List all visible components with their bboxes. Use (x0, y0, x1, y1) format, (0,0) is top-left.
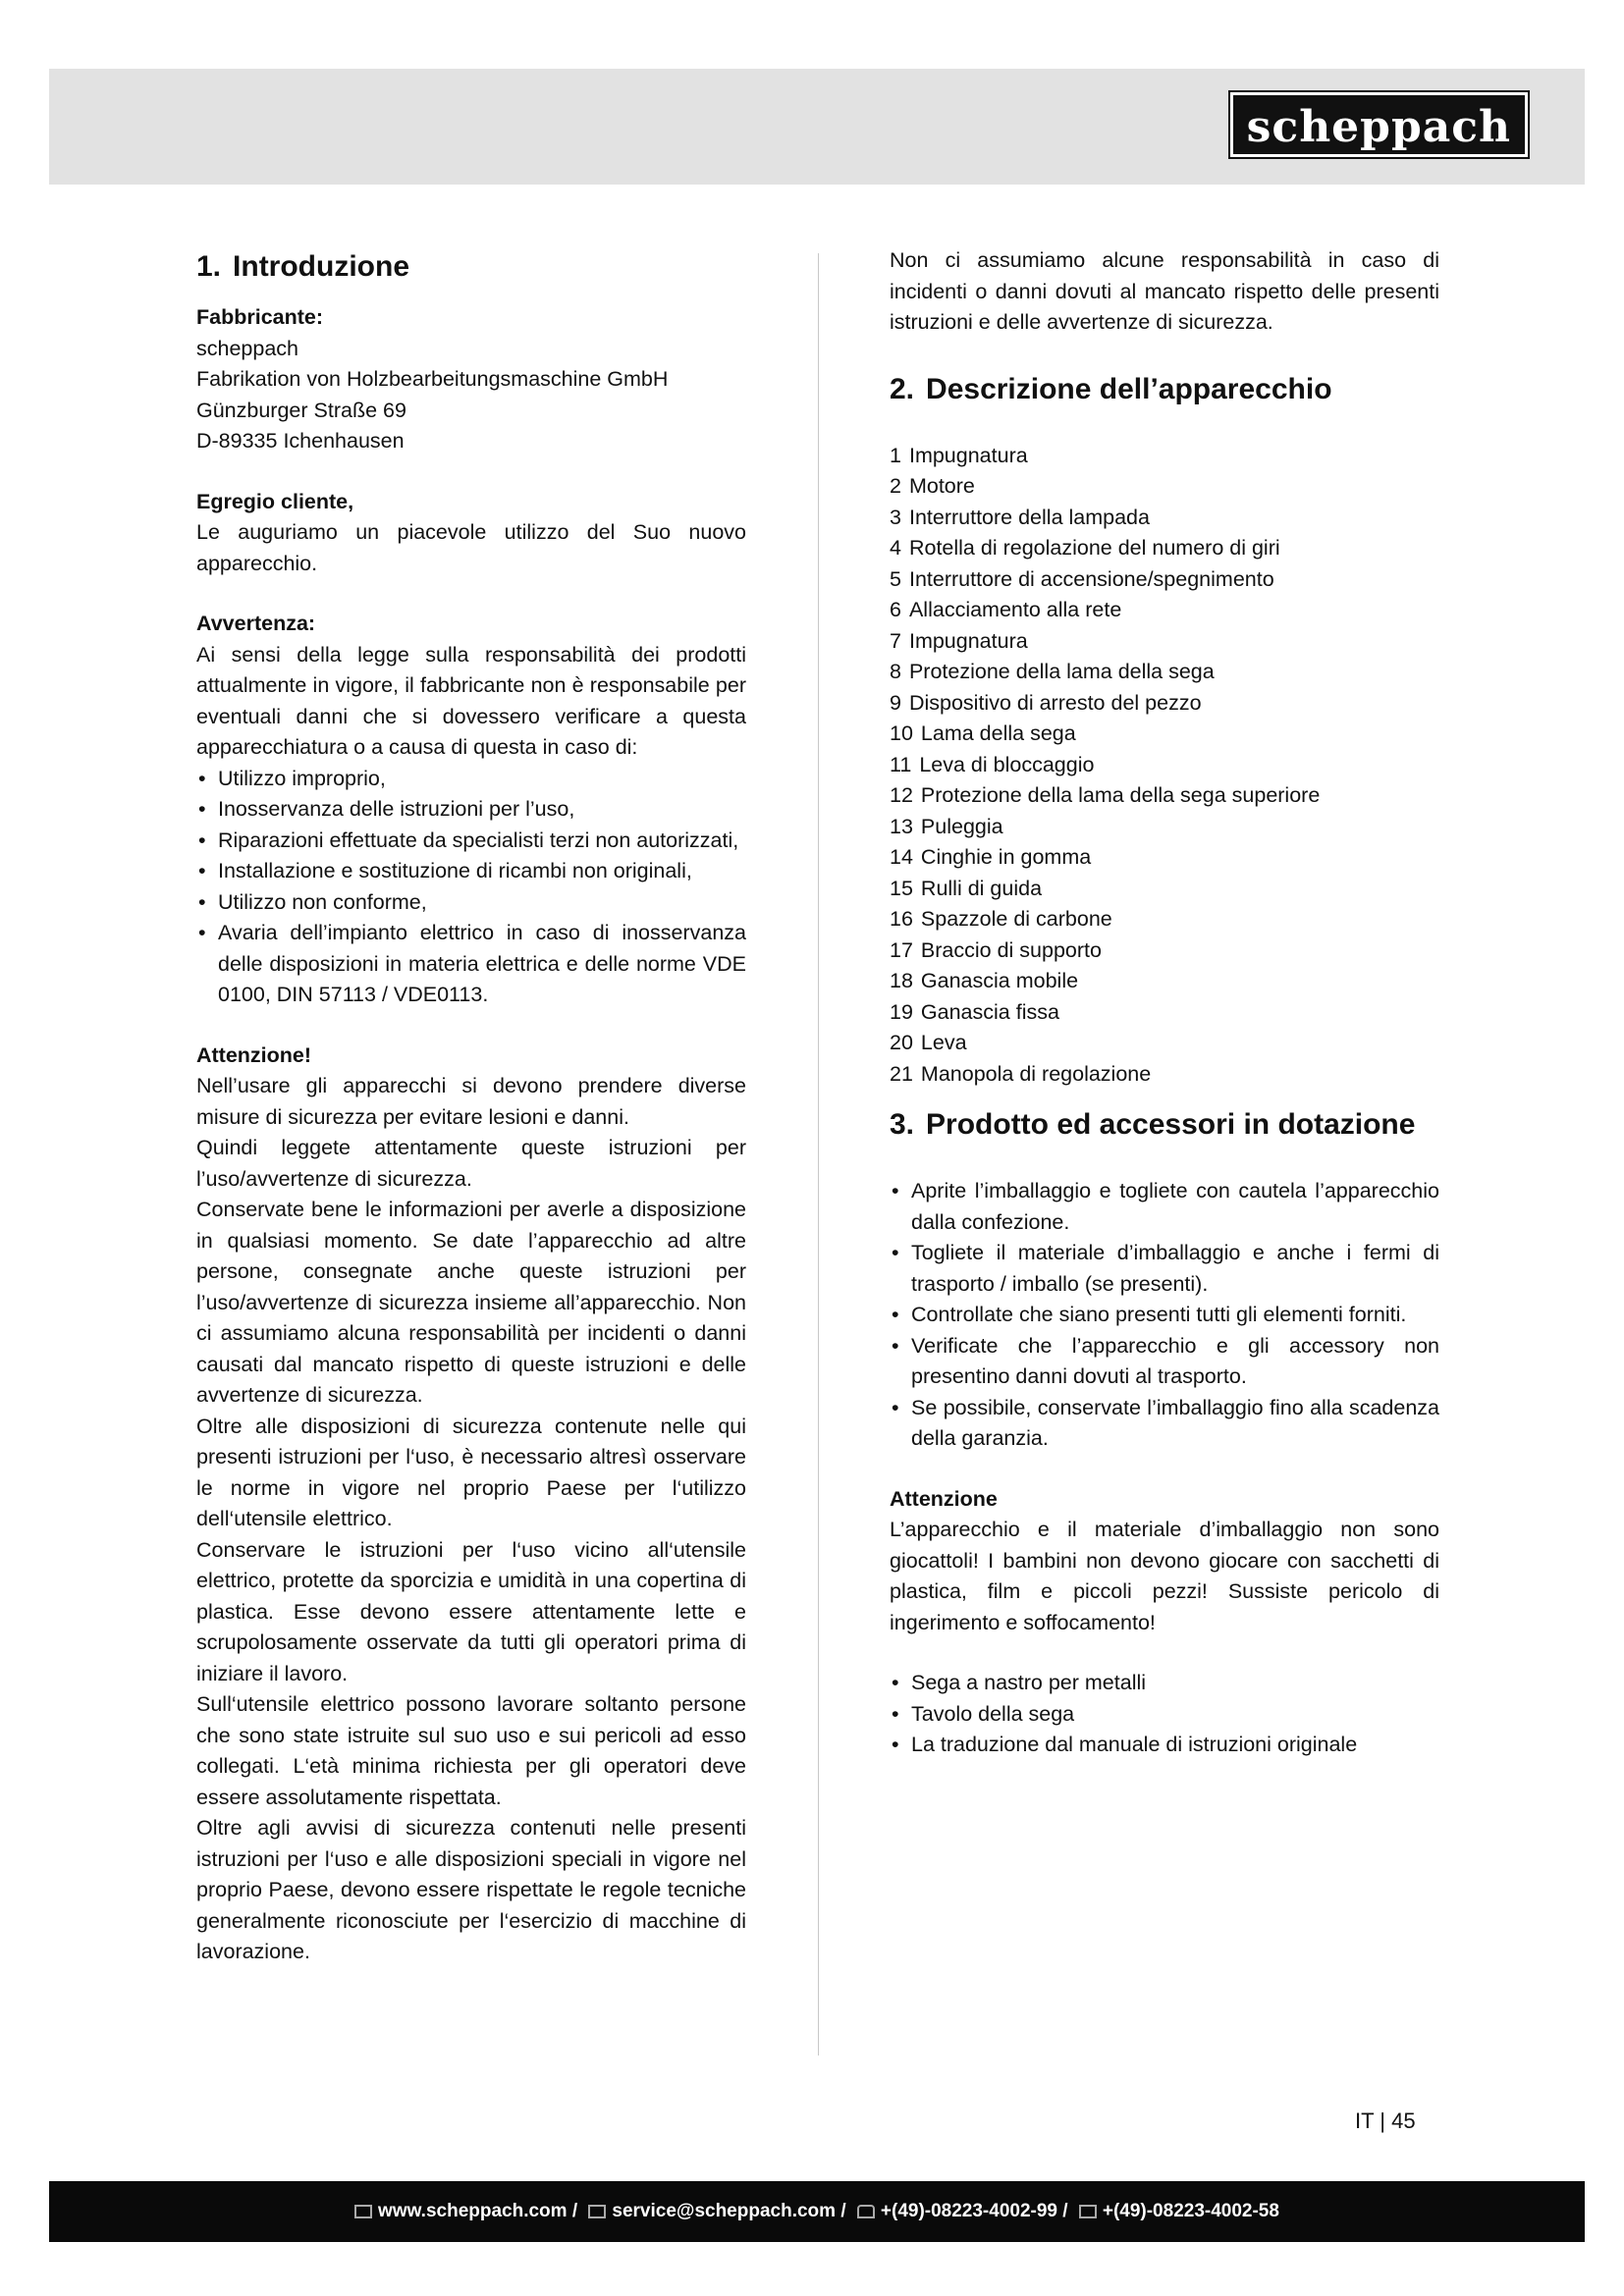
liability-text: Non ci assumiamo alcune responsabilità in caso di incidenti o danni dovuti al mancato rispetto delle presenti istruzioni e delle avvertenze di sicurezza. (890, 248, 1439, 334)
liability-list (196, 764, 746, 1011)
part-item (890, 935, 1439, 967)
list-item: • Togliete il materiale d’imballaggio e anche i fermi di trasporto / imballo (se presenti). (890, 1238, 1439, 1300)
part-number: 18 (890, 969, 913, 992)
section-2-title: Descrizione dell’apparecchio (926, 372, 1332, 405)
caution-text: L’apparecchio e il materiale d’imballaggio non sono giocattoli! I bambini non devono giocare con sacchetti di plastica, film e piccoli pezzi! Sussiste pericolo di ingerimento e soffocamento! (890, 1518, 1439, 1634)
section-1-number: 1. (196, 250, 222, 283)
greeting-text: Le auguriamo un piacevole utilizzo del Suo nuovo apparecchio. (196, 520, 746, 575)
scheppach-logo: scheppach (1230, 92, 1528, 157)
part-label: Braccio di supporto (920, 937, 1102, 962)
footer-phone: +(49)-08223-4002-99 / (880, 2201, 1068, 2221)
part-label: Leva di bloccaggio (919, 752, 1095, 776)
manufacturer-line: Fabrikation von Holzbearbeitungsmaschine GmbH (196, 367, 669, 391)
column-divider (818, 253, 819, 2056)
part-item (890, 780, 1439, 812)
section-1-title: Introduzione (233, 250, 410, 283)
part-label: Ganascia mobile (920, 969, 1079, 992)
section-3-number: 3. (890, 1108, 915, 1141)
parts-list (890, 441, 1439, 1091)
footer-fax: +(49)-08223-4002-58 (1102, 2201, 1279, 2221)
part-item (890, 1059, 1439, 1091)
part-label: Leva (920, 1031, 967, 1054)
part-number: 21 (890, 1061, 913, 1086)
part-item (890, 997, 1439, 1029)
part-number: 1 (890, 443, 901, 467)
manufacturer-line: D-89335 Ichenhausen (196, 429, 405, 453)
part-label: Manopola di regolazione (920, 1061, 1152, 1086)
manufacturer-label: Fabbricante: (196, 305, 324, 329)
caution-label: Attenzione (890, 1486, 998, 1511)
part-label: Impugnatura (908, 443, 1028, 467)
part-number: 13 (890, 814, 913, 838)
part-number: 12 (890, 783, 913, 807)
right-column (890, 245, 1439, 1761)
part-item (890, 719, 1439, 750)
part-item (890, 626, 1439, 658)
part-item (890, 471, 1439, 503)
part-item (890, 842, 1439, 874)
attention-paragraph: Sull‘utensile elettrico possono lavorare soltanto persone che sono state istruite sul suo uso e sui pericoli ad esso collegati. L‘età minima richiesta per gli operatori deve essere assolutamente rispettata. (196, 1692, 746, 1809)
part-label: Rotella di regolazione del numero di giri (908, 536, 1280, 560)
warning-text: Ai sensi della legge sulla responsabilità dei prodotti attualmente in vigore, il fabbricante non è responsabile per eventuali danni che si dovessero verificare a questa apparecchiatura o a causa di questa in caso di: (196, 642, 746, 759)
list-item: • Tavolo della sega (890, 1699, 1439, 1731)
attention-paragraph: Quindi leggete attentamente queste istruzioni per l’uso/avvertenze di sicurezza. (196, 1136, 746, 1191)
part-number: 4 (890, 536, 901, 560)
part-number: 9 (890, 690, 901, 715)
list-item: • Installazione e sostituzione di ricambi non originali, (196, 856, 746, 887)
part-item (890, 750, 1439, 781)
part-number: 7 (890, 628, 901, 653)
list-item: • Aprite l’imballaggio e togliete con cautela l’apparecchio dalla confezione. (890, 1176, 1439, 1238)
attention-paragraph: Conservare le istruzioni per l‘uso vicino all‘utensile elettrico, protette da sporcizia e umidità in una copertina di plastica. Esse devono essere attentamente lette e scrupolosamente osservate da tutti gli operatori prima di iniziare il lavoro. (196, 1537, 746, 1685)
attention-paragraph: Oltre alle disposizioni di sicurezza contenute nelle qui presenti istruzioni per l‘uso, è necessario altresì osservare le norme in vigore nel proprio Paese per l‘utilizzo dell‘utensile elettrico. (196, 1414, 746, 1530)
part-item (890, 874, 1439, 905)
phone-icon (857, 2205, 875, 2218)
part-item (890, 904, 1439, 935)
attention-paragraph: Nell’usare gli apparecchi si devono prendere diverse misure di sicurezza per evitare lesioni e danni. (196, 1074, 746, 1129)
part-item (890, 1028, 1439, 1059)
part-number: 10 (890, 721, 913, 745)
part-label: Interruttore della lampada (908, 505, 1150, 529)
section-2-heading (890, 368, 1439, 411)
attention-label: Attenzione! (196, 1042, 312, 1067)
left-column (196, 245, 746, 1968)
list-item: • Inosservanza delle istruzioni per l’uso, (196, 794, 746, 826)
unpacking-list (890, 1176, 1439, 1455)
section-3-title: Prodotto ed accessori in dotazione (926, 1108, 1416, 1141)
attention-paragraph: Oltre agli avvisi di sicurezza contenuti nelle presenti istruzioni per l‘uso e alle disposizioni speciali in vigore nel proprio Paese, devono essere rispettate le regole tecniche generalmente riconosciute per l‘esercizio di macchine di lavorazione. (196, 1816, 746, 1963)
part-number: 16 (890, 907, 913, 931)
manufacturer-line: Günzburger Straße 69 (196, 398, 406, 422)
monitor-icon (354, 2205, 372, 2218)
mail-icon (588, 2205, 606, 2218)
list-item: • Riparazioni effettuate da specialisti terzi non autorizzati, (196, 826, 746, 857)
list-item: • Sega a nastro per metalli (890, 1668, 1439, 1699)
part-number: 15 (890, 876, 913, 900)
part-label: Interruttore di accensione/spegnimento (908, 566, 1274, 591)
part-number: 14 (890, 845, 913, 869)
part-label: Protezione della lama della sega (908, 660, 1215, 683)
part-number: 3 (890, 505, 901, 529)
part-label: Cinghie in gomma (920, 845, 1092, 869)
part-number: 5 (890, 566, 901, 591)
part-number: 17 (890, 937, 913, 962)
part-number: 6 (890, 598, 901, 621)
footer-email: service@scheppach.com / (612, 2201, 846, 2221)
list-item: • Verificate che l’apparecchio e gli accessory non presentino danni dovuti al trasporto. (890, 1331, 1439, 1393)
list-item: • Se possibile, conservate l’imballaggio fino alla scadenza della garanzia. (890, 1393, 1439, 1455)
part-label: Protezione della lama della sega superiore (920, 783, 1321, 807)
part-label: Allacciamento alla rete (908, 598, 1122, 621)
footer-website: www.scheppach.com / (378, 2201, 578, 2221)
part-item (890, 595, 1439, 626)
part-item (890, 441, 1439, 472)
list-item: • La traduzione dal manuale di istruzioni originale (890, 1730, 1439, 1761)
part-label: Ganascia fissa (920, 999, 1059, 1024)
part-number: 20 (890, 1031, 913, 1054)
header-band (49, 69, 1585, 185)
fax-icon (1079, 2205, 1097, 2218)
part-item (890, 657, 1439, 688)
part-number: 8 (890, 660, 901, 683)
part-item (890, 564, 1439, 596)
attention-paragraph: Conservate bene le informazioni per averle a disposizione in qualsiasi momento. Se date l’apparecchio ad altre persone, consegnate anche queste istruzioni per l’uso/avvertenze di sicurezza insieme all’apparecchio. Non ci assumiamo alcuna responsabilità per incidenti o danni causati dal mancato rispetto di queste istruzioni e delle avvertenze di sicurezza. (196, 1198, 746, 1407)
part-label: Dispositivo di arresto del pezzo (908, 690, 1202, 715)
page-number: IT | 45 (1355, 2109, 1416, 2133)
part-label: Rulli di guida (920, 876, 1043, 900)
list-item: • Utilizzo non conforme, (196, 887, 746, 919)
part-label: Impugnatura (908, 628, 1028, 653)
section-2-number: 2. (890, 372, 915, 405)
part-item (890, 503, 1439, 534)
scope-of-delivery-list (890, 1668, 1439, 1761)
section-3-heading (890, 1103, 1439, 1147)
part-label: Spazzole di carbone (920, 907, 1112, 931)
part-label: Motore (908, 474, 975, 498)
part-item (890, 966, 1439, 997)
part-number: 2 (890, 474, 901, 498)
list-item: • Controllate che siano presenti tutti gli elementi forniti. (890, 1300, 1439, 1331)
warning-label: Avvertenza: (196, 612, 316, 635)
part-number: 11 (890, 752, 912, 776)
part-label: Puleggia (920, 814, 1003, 838)
part-number: 19 (890, 999, 913, 1024)
part-item (890, 688, 1439, 720)
footer-bar (49, 2181, 1585, 2242)
part-label: Lama della sega (920, 721, 1076, 745)
section-1-heading (196, 245, 746, 289)
part-item (890, 812, 1439, 843)
list-item: • Avaria dell’impianto elettrico in caso di inosservanza delle disposizioni in materia elettrica e delle norme VDE 0100, DIN 57113 / VDE0113. (196, 918, 746, 1011)
list-item: • Utilizzo improprio, (196, 764, 746, 795)
part-item (890, 533, 1439, 564)
manufacturer-line: scheppach (196, 336, 298, 360)
greeting-label: Egregio cliente, (196, 489, 354, 513)
